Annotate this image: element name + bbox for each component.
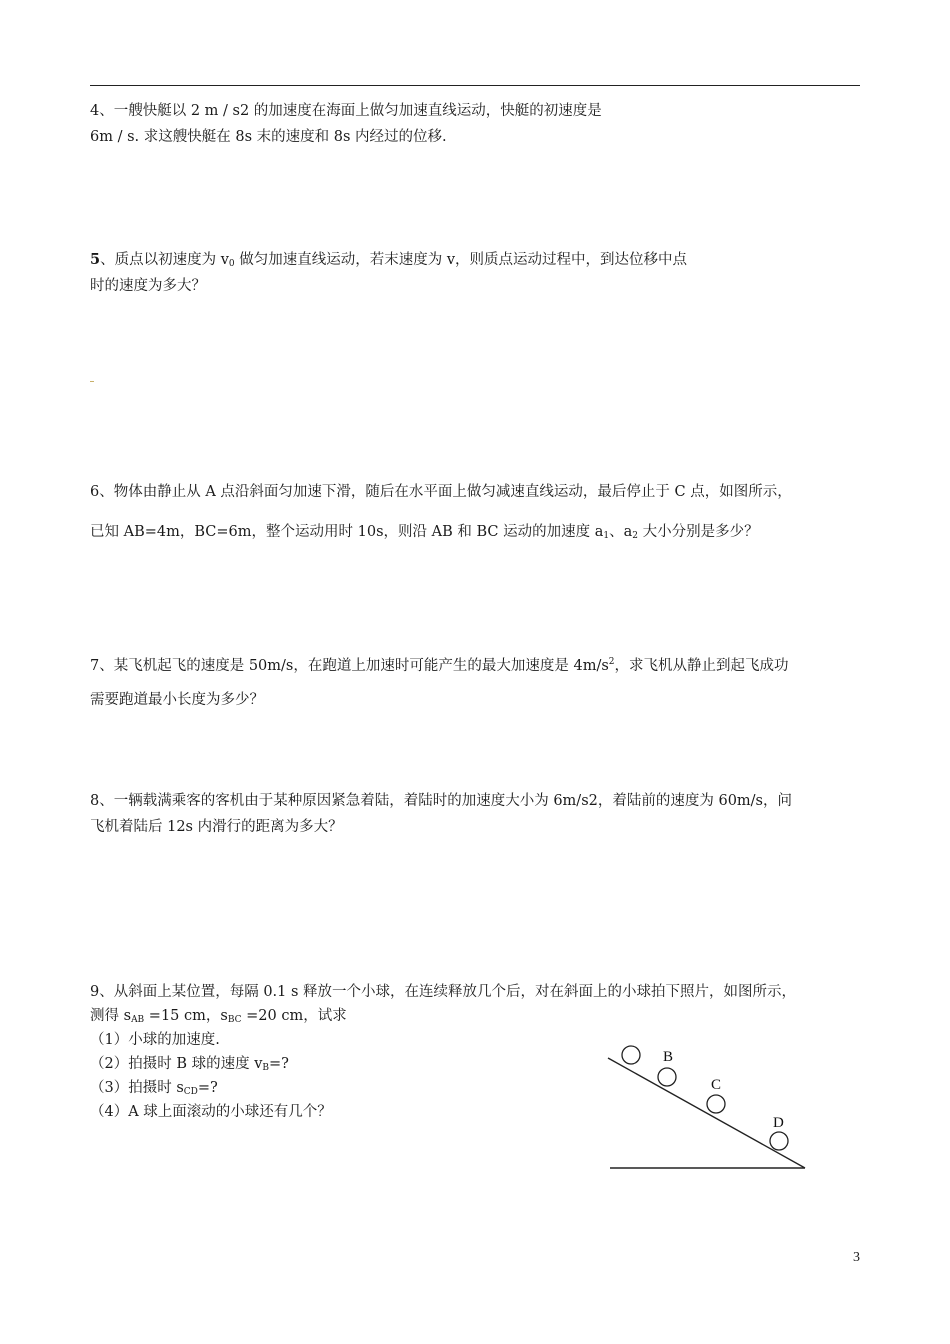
q9-line-2: 测得 $s_{AB} =15$ cm，$s_{BC} =20$ cm，试求 [90, 1008, 347, 1025]
q6-line-2: 已知 AB=4m，BC=6m，整个运动用时 10s，则沿 AB 和 BC 运动的加速度 $a_1$、$a_2$ 大小分别是多少？ [90, 524, 759, 541]
q7-line-2: 需要跑道最小长度为多少？ [90, 692, 264, 708]
incline-figure [600, 1035, 815, 1175]
ball-c [707, 1095, 725, 1113]
scan-speck [90, 381, 94, 382]
ball-d [770, 1132, 788, 1150]
page-number: 3 [853, 1250, 860, 1265]
q4-line-1: 4、一艘快艇以 2 m / s2 的加速度在海面上做匀加速直线运动，快艇的初速度是 [90, 103, 602, 119]
q9-sub-4: （4）A 球上面滚动的小球还有几个？ [90, 1104, 332, 1120]
label-d: D [773, 1115, 784, 1131]
header-rule [90, 85, 860, 86]
q5-line-1: 5、质点以初速度为 $v_0$ 做匀加速直线运动，若末速度为 v，则质点运动过程中，到达位移中点 [90, 251, 688, 269]
q9-sub-2: （2）拍摄时 B 球的速度 $v_B=$? [90, 1056, 289, 1073]
q8-line-1: 8、一辆载满乘客的客机由于某种原因紧急着陆，着陆时的加速度大小为 6m/s2，着陆前的速度为 60m/s，问 [90, 793, 792, 809]
q9-sub-3: （3）拍摄时 $s_{CD}=$? [90, 1080, 218, 1097]
q5-number: 5 [90, 251, 101, 268]
q8-line-2: 飞机着陆后 12s 内滑行的距离为多大？ [90, 819, 343, 835]
q9-sub-1: （1）小球的加速度. [90, 1032, 220, 1048]
incline-slope [608, 1058, 805, 1168]
label-c: C [711, 1077, 722, 1093]
ball-a [622, 1046, 640, 1064]
q6-line-1: 6、物体由静止从 A 点沿斜面匀加速下滑，随后在水平面上做匀减速直线运动，最后停止于 C 点，如图所示， [90, 484, 792, 500]
q5-line-2: 时的速度为多大？ [90, 278, 206, 294]
label-b: B [663, 1049, 674, 1065]
q7-line-1: 7、某飞机起飞的速度是 50m/s，在跑道上加速时可能产生的最大加速度是 $4m/s^2$，求飞机从静止到起飞成功 [90, 657, 789, 674]
ball-b [658, 1068, 676, 1086]
q9-line-1: 9、从斜面上某位置，每隔 0.1 s 释放一个小球，在连续释放几个后，对在斜面上的小球拍下照片，如图所示， [90, 984, 797, 1000]
q4-line-2: 6m / s. 求这艘快艇在 8s 末的速度和 8s 内经过的位移. [90, 129, 447, 145]
